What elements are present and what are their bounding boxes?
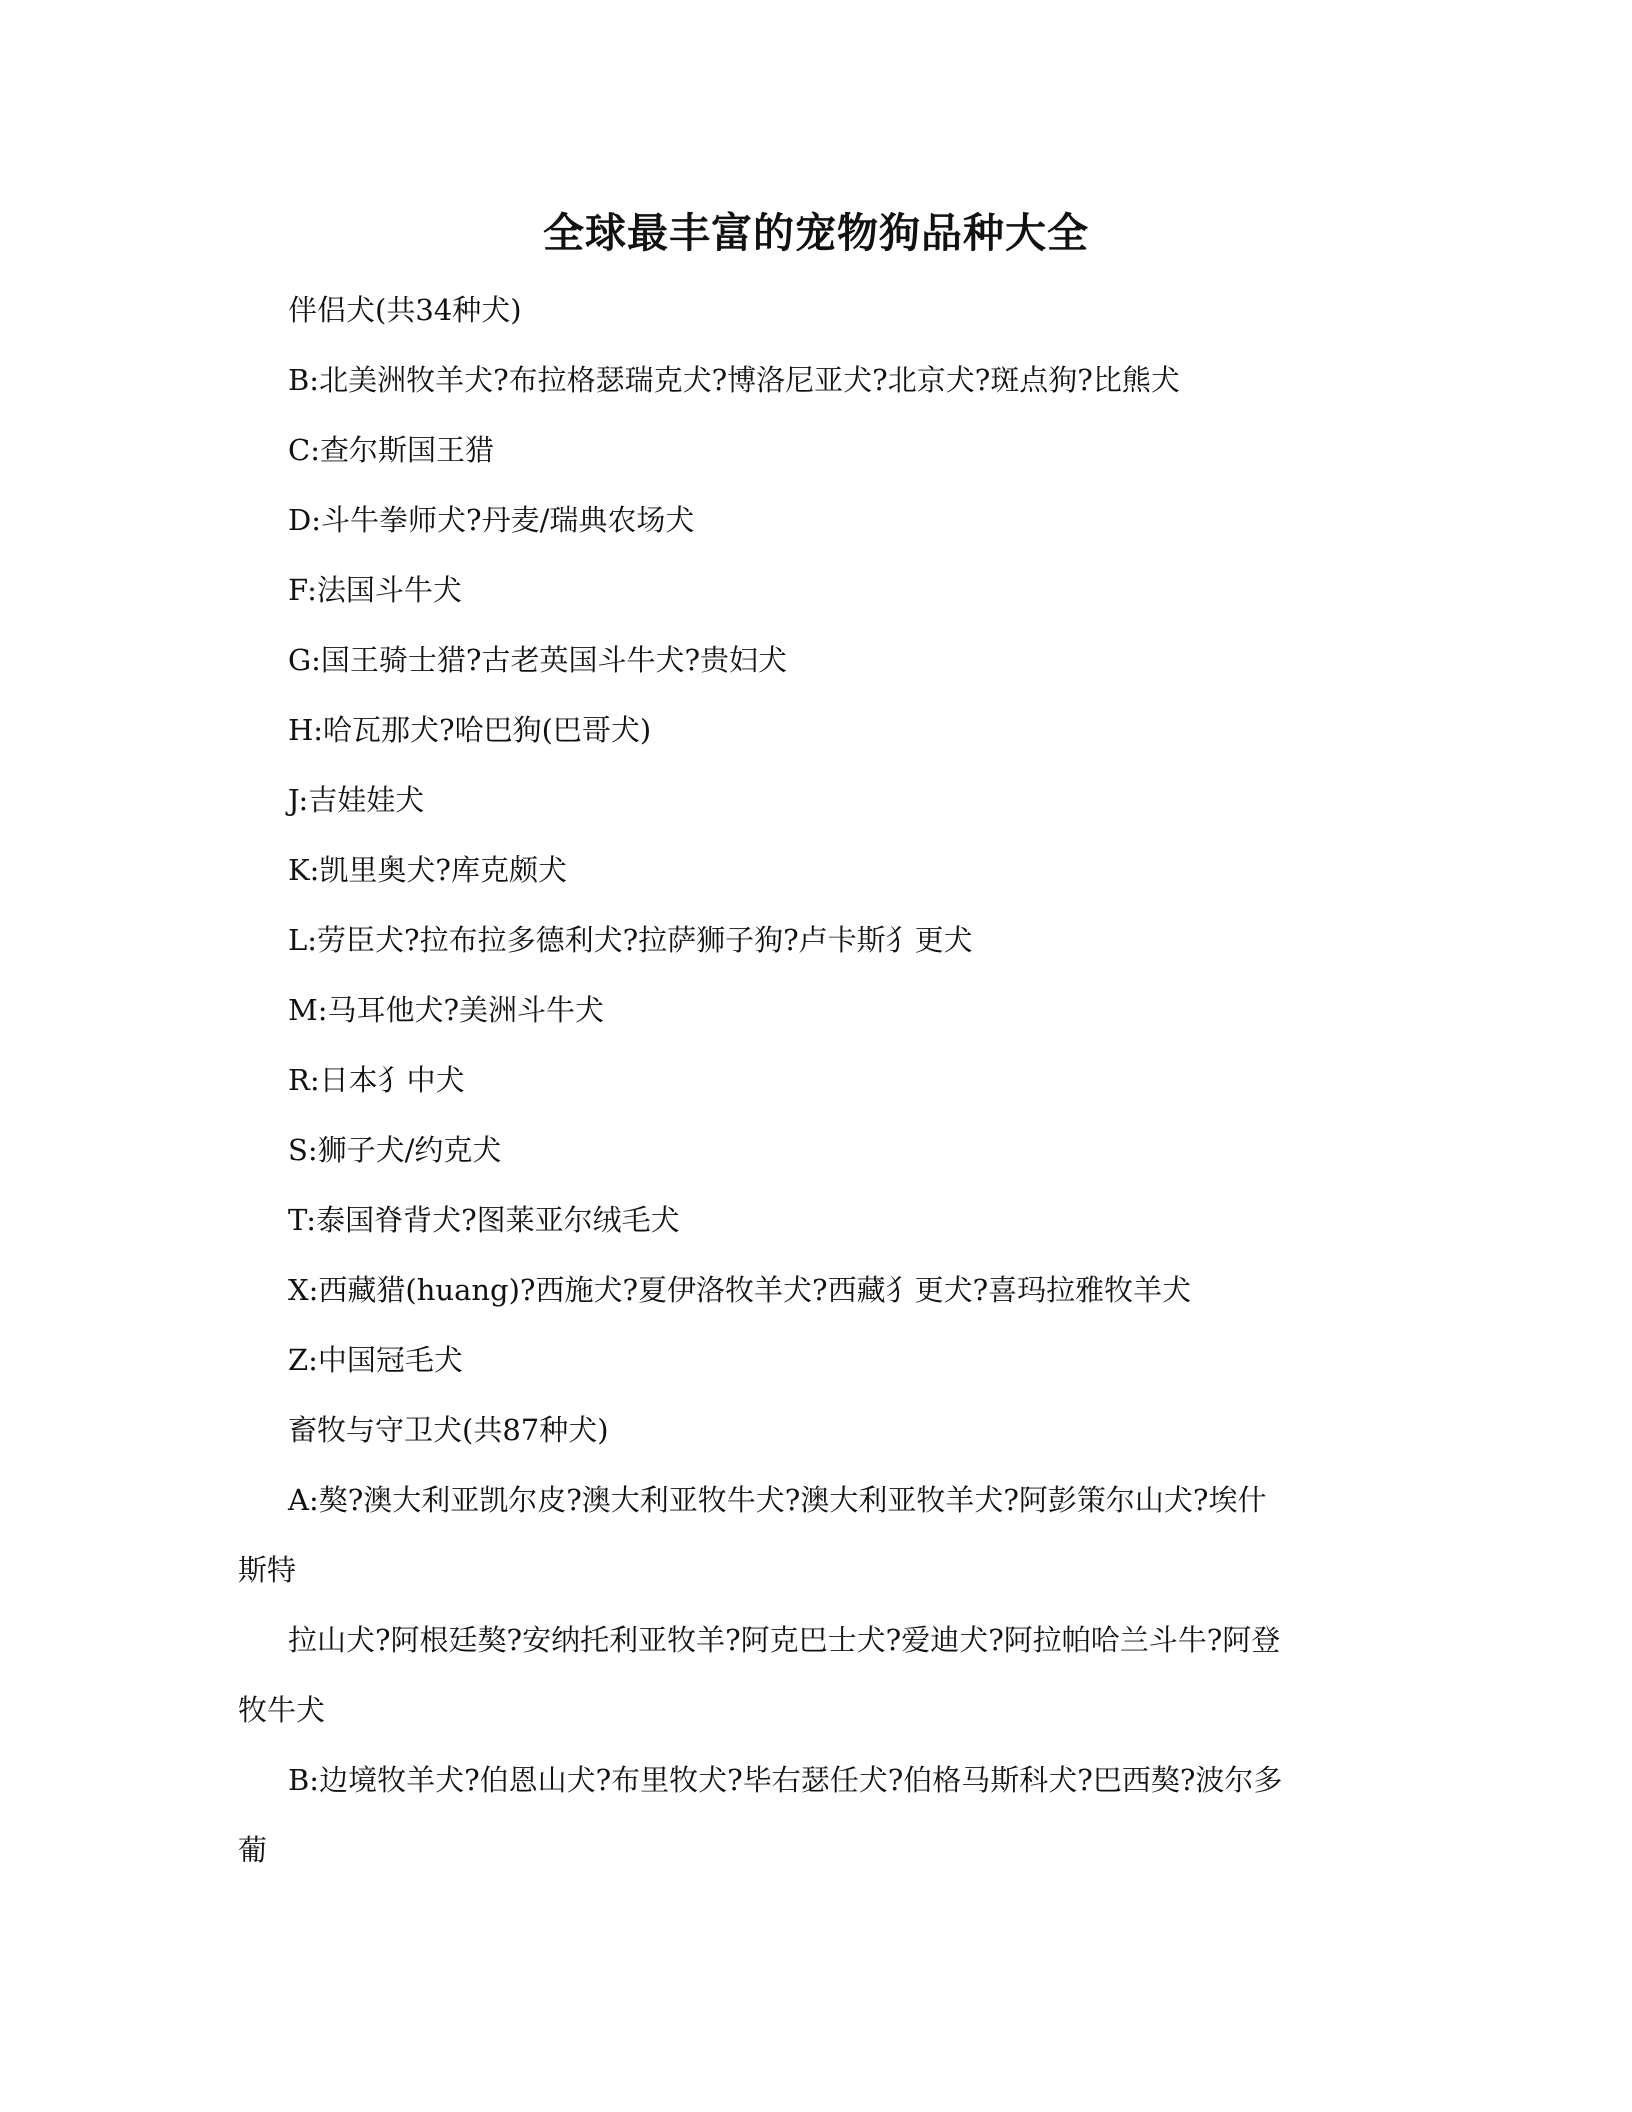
list-item-continuation: 牧牛犬	[238, 1693, 326, 1727]
list-item: M:马耳他犬?美洲斗牛犬	[288, 993, 605, 1027]
list-item-continuation: 葡	[238, 1833, 268, 1867]
list-item: B:边境牧羊犬?伯恩山犬?布里牧犬?毕右瑟任犬?伯格马斯科犬?巴西獒?波尔多	[288, 1763, 1283, 1797]
list-item: D:斗牛拳师犬?丹麦/瑞典农场犬	[288, 503, 695, 537]
list-item: G:国王骑士猎?古老英国斗牛犬?贵妇犬	[288, 643, 788, 677]
section-heading-companion: 伴侣犬(共34种犬)	[288, 293, 522, 327]
list-item: S:狮子犬/约克犬	[288, 1133, 502, 1167]
document-title: 全球最丰富的宠物狗品种大全	[543, 209, 1089, 257]
section-heading-herding-guard: 畜牧与守卫犬(共87种犬)	[288, 1413, 609, 1447]
list-item: K:凯里奥犬?库克颇犬	[288, 853, 567, 887]
breed-list	[238, 280, 1388, 1890]
list-item: X:西藏猎(huang)?西施犬?夏伊洛牧羊犬?西藏犭更犬?喜玛拉雅牧羊犬	[288, 1273, 1192, 1307]
list-item: H:哈瓦那犬?哈巴狗(巴哥犬)	[288, 713, 652, 747]
list-item: C:查尔斯国王猎	[288, 433, 494, 467]
list-item-continuation: 斯特	[238, 1553, 297, 1587]
list-item: 拉山犬?阿根廷獒?安纳托利亚牧羊?阿克巴士犬?爱迪犬?阿拉帕哈兰斗牛?阿登	[288, 1623, 1281, 1657]
list-item: A:獒?澳大利亚凯尔皮?澳大利亚牧牛犬?澳大利亚牧羊犬?阿彭策尔山犬?埃什	[288, 1483, 1267, 1517]
list-item: J:吉娃娃犬	[288, 783, 425, 817]
list-item: L:劳臣犬?拉布拉多德利犬?拉萨狮子狗?卢卡斯犭更犬	[288, 923, 973, 957]
list-item: B:北美洲牧羊犬?布拉格瑟瑞克犬?博洛尼亚犬?北京犬?斑点狗?比熊犬	[288, 363, 1180, 397]
list-item: F:法国斗牛犬	[288, 573, 462, 607]
list-item: T:泰国脊背犬?图莱亚尔绒毛犬	[288, 1203, 680, 1237]
list-item: R:日本犭中犬	[288, 1063, 465, 1097]
list-item: Z:中国冠毛犬	[288, 1343, 463, 1377]
